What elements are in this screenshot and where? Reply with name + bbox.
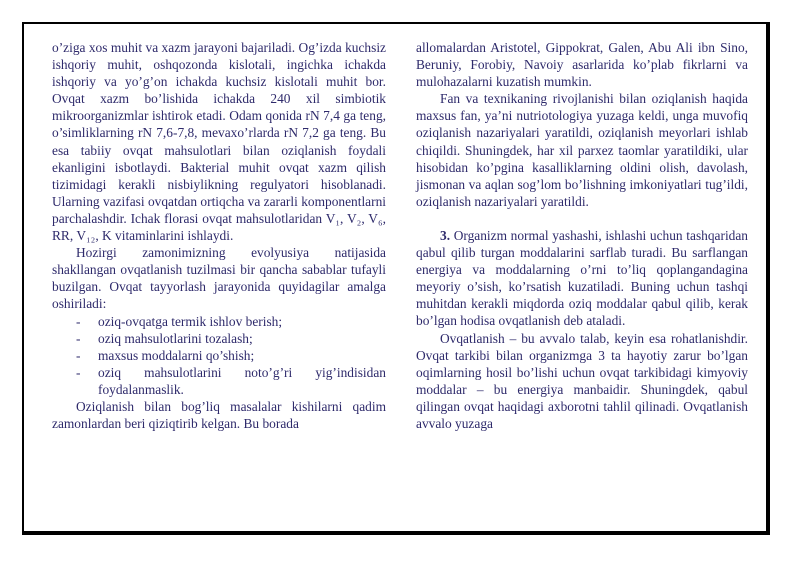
- paragraph: Ovqatlanish – bu avvalo talab, keyin esa rohatlanishdir. Ovqat tarkibi bilan organizmga 3 ta hayotiy zarur bo’lgan oqimlarning hosil bo’lishi uchun ovqat tarkibidagi kimyoviy moddalar – bu energiya manbaidir. Shuningdek, qabul qilingan ovqat haqidagi axborotni tahlil qilinadi. Ovqatlanish avvalo yuzaga: [416, 330, 748, 431]
- right-column: [416, 39, 748, 432]
- section-number: 3.: [440, 227, 451, 243]
- list-item: - oziq-ovqatga termik ishlov berish;: [76, 313, 386, 330]
- numbered-paragraph: [416, 227, 748, 330]
- paragraph-text: Organizm normal yashashi, ishlashi uchun tashqaridan qabul qilib turgan moddalarini sarflab turadi. Bu sarflangan energiya va moddalarning o’rni to’liq qoplangandagina meyoriy o’sish, ko’rsatish kuzatiladi. Buning uchun tashqi muhitdan kerakli miqdorda oziq moddalar qabul qilib, kerak bo’lgan hodisa ovqatlanish deb ataladi.: [416, 227, 748, 329]
- list-item: - oziq mahsulotlarini noto’g’ri yig’indisidan foydalanmaslik.: [76, 364, 386, 398]
- document-page: [22, 22, 770, 535]
- paragraph: allomalardan Aristotel, Gippokrat, Galen, Abu Ali ibn Sino, Beruniy, Forobiy, Navoiy asarlarida ko’plab fikrlarni va mulohazalarni kuzatish mumkin.: [416, 40, 748, 90]
- list-item: - maxsus moddalarni qo’shish;: [76, 347, 386, 364]
- list-item: - oziq mahsulotlarini tozalash;: [76, 330, 386, 347]
- bullet-list: [52, 313, 386, 398]
- left-column: [52, 39, 386, 432]
- spacer: [416, 210, 748, 227]
- paragraph: Fan va texnikaning rivojlanishi bilan oziqlanish haqida maxsus fan, ya’ni nutriotologiya yuzaga keldi, unga muvofiq oziqlanish nazariyalari yaratildi, oziqlanish meyorlari ishlab chiqildi. Shuningdek, har xil parxez taomlar yaratildiki, ular hisobidan ko’pgina kasalliklarning oldini olish, davolash, jismonan va aqlan sog’lom bo’lishning imkoniyatlari tug’ildi, oziqlanish nazariyalari yaratildi.: [416, 91, 748, 209]
- paragraph: o’ziga xos muhit va xazm jarayoni bajariladi. Og’izda kuchsiz ishqoriy muhit, oshqozonda kislotali, ingichka ichakda ishqoriy va yo’g’on ichakda kuchsiz kislotali muhit bor. Ovqat xazm bo’lishida ichakda 240 xil simbiotik mikroorganizmlar ishtirok etadi. Odam qonida rN 7,4 ga teng, o’simliklarning rN 7,6-7,8, mevaxo’rlarda rN 7,2 ga teng. Bu esa tabiiy ovqat mahsulotlari bilan oziqlanish foydali ekanligini isbotlaydi. Bakterial muhit ovqat xazm qilish tizimidagi kerakli nisbiylikning regulyatori hisoblanadi. Ularning vazifasi ovqatdan ortiqcha va zararli komponentlarni parchalashdir. Ichak florasi ovqat mahsulotlaridan V₁, V₂, V₆, RR, V₁₂, K vitaminlarini ishlaydi.: [52, 40, 386, 244]
- paragraph: Oziqlanish bilan bog’liq masalalar kishilarni qadim zamonlardan beri qiziqtirib kelgan. Bu borada: [52, 398, 386, 432]
- paragraph: Hozirgi zamonimizning evolyusiya natijasida shakllangan ovqatlanish tuzilmasi bir qancha sabablar tufayli buzilgan. Ovqat tayyorlash jarayonida quyidagilar amalga oshiriladi:: [52, 245, 386, 312]
